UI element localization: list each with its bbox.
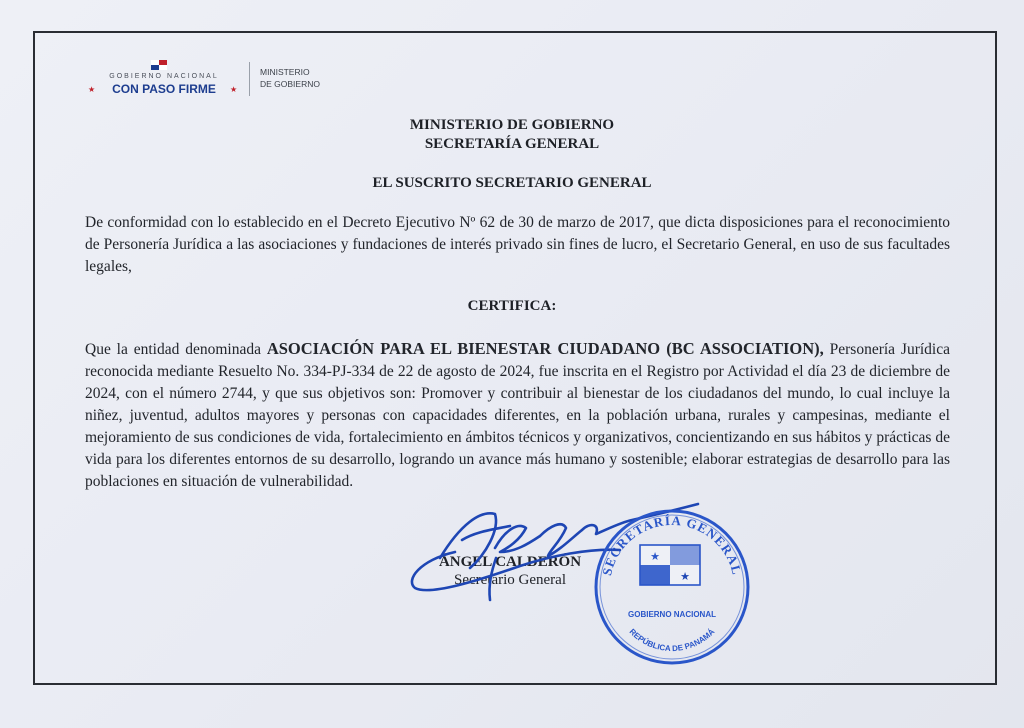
entity-name: ASOCIACIÓN PARA EL BIENESTAR CIUDADANO (BC ASSOCIATION), [266,339,824,358]
star-icon: ★ [230,85,238,94]
seal-top-text: SECRETARÍA GENERAL [599,512,745,577]
svg-text:★: ★ [680,571,690,583]
official-seal [592,505,752,660]
seal-bottom-line1: REPÚBLICA DE PANAMÁ [627,627,717,654]
certification-paragraph [85,338,950,493]
cert-text: Personería Jurídica reconocida mediante Resuelto No. 334-PJ-334 de 22 de agosto de 2024, fue inscrita en el Registro por Actividad el día 23 de diciembre de 2024, con el número 2744, y que sus objetivos son: Promover y contribuir al bienestar de los ciudadanos del mundo, lo cual incluye la niñez, juventud, adultos mayores y personas con capacidades diferentes, en la población urbana, rurales y campesinas, mediante el mejoramiento de sus condiciones de vida, fortalecimiento en ámbitos técnicos y organizativos, concientizando en sus hábitos y prácticas de vida para los diferentes entornos de su desarrollo, logrando un avance más humano y sostenible; elaborar estrategias de desarrollo para las poblaciones en situación de vulnerabilidad. [85,341,950,490]
star-icon: ★ [88,85,96,94]
panama-flag-icon [640,545,700,585]
government-logo [84,58,244,102]
svg-text:★: ★ [650,551,660,563]
flag-icon [151,60,167,70]
ministry-logo-line2: DE GOBIERNO [260,79,320,89]
cert-prefix: Que la entidad denominada [85,341,261,358]
logo-divider [249,62,250,96]
header-secretariat: SECRETARÍA GENERAL [424,136,600,152]
ministry-logo-text [260,66,350,90]
seal-bottom-line2: GOBIERNO NACIONAL [628,610,716,619]
ministry-logo-line1: MINISTERIO [260,67,310,77]
header-subscriber: EL SUSCRITO SECRETARIO GENERAL [372,175,652,191]
header-certifies: CERTIFICA: [467,298,557,314]
gov-logo-line2: CON PASO FIRME [112,82,216,96]
intro-paragraph: De conformidad con lo establecido en el Decreto Ejecutivo Nº 62 de 30 de marzo de 2017, que dicta disposiciones para el reconocimiento de Personería Jurídica a las asociaciones y fundaciones de interés privado sin fines de lucro, el Secretario General, en uso de sus facultades legales, [85,214,950,275]
gov-logo-line1: GOBIERNO NACIONAL [109,73,219,80]
signer-title: Secretario General [453,572,567,588]
header-ministry: MINISTERIO DE GOBIERNO [409,117,615,133]
svg-text:REPÚBLICA DE PANAMÁ [628,627,717,653]
signer-name: ÁNGEL CALDERÓN [438,554,582,570]
